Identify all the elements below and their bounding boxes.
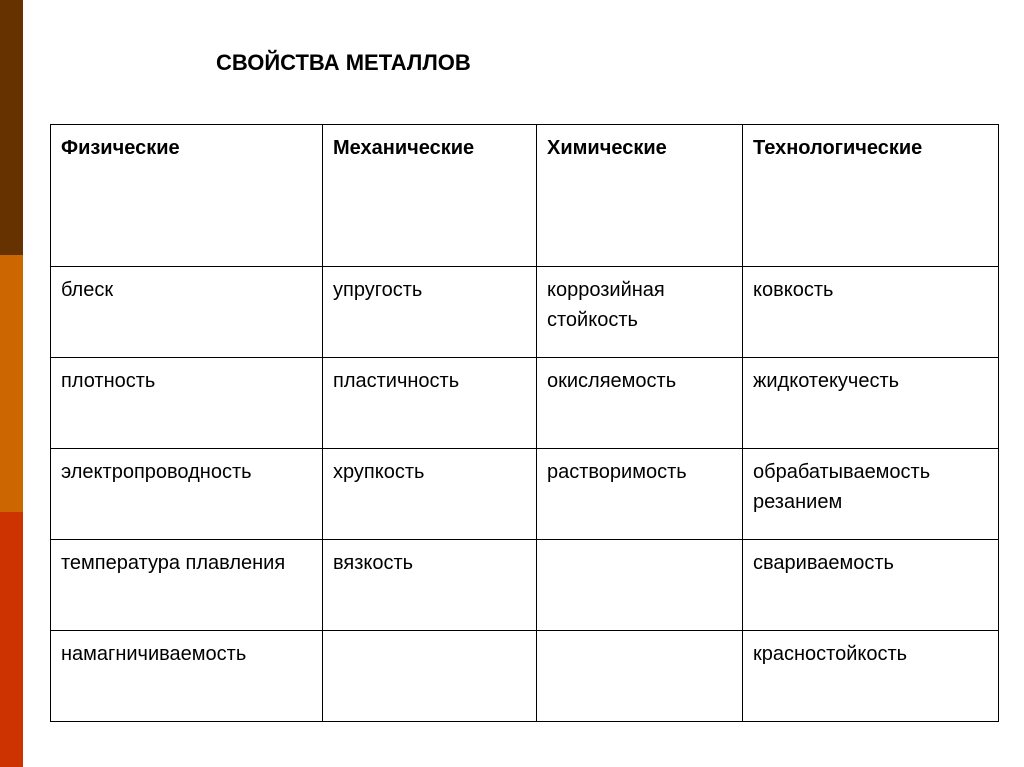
table-cell: растворимость (537, 449, 743, 540)
table-cell: окисляемость (537, 358, 743, 449)
table-cell: плотность (51, 358, 323, 449)
header-cell: Механические (323, 125, 537, 267)
table-cell: упругость (323, 267, 537, 358)
table-row (51, 267, 999, 358)
table-cell: электропроводность (51, 449, 323, 540)
table-cell: температура плавления (51, 540, 323, 631)
header-cell: Физические (51, 125, 323, 267)
accent-bar-bottom (0, 512, 23, 767)
table-cell: пластичность (323, 358, 537, 449)
table-row (51, 631, 999, 722)
header-cell: Химические (537, 125, 743, 267)
accent-bar-top (0, 0, 23, 255)
table-cell (537, 631, 743, 722)
table-cell (323, 631, 537, 722)
table-row (51, 449, 999, 540)
table-row (51, 540, 999, 631)
table-cell: намагничиваемость (51, 631, 323, 722)
table-cell: красностойкость (743, 631, 999, 722)
table-cell: свариваемость (743, 540, 999, 631)
table-row (51, 358, 999, 449)
page-title: СВОЙСТВА МЕТАЛЛОВ (216, 50, 471, 75)
table-header-row (51, 125, 999, 267)
table-cell: жидкотекучесть (743, 358, 999, 449)
table-cell: коррозийная стойкость (537, 267, 743, 358)
table-cell: хрупкость (323, 449, 537, 540)
table-cell (537, 540, 743, 631)
accent-bar-middle (0, 255, 23, 512)
table-cell: вязкость (323, 540, 537, 631)
table-cell: обрабатываемость резанием (743, 449, 999, 540)
properties-table (50, 124, 999, 722)
table-cell: блеск (51, 267, 323, 358)
header-cell: Технологические (743, 125, 999, 267)
table-cell: ковкость (743, 267, 999, 358)
